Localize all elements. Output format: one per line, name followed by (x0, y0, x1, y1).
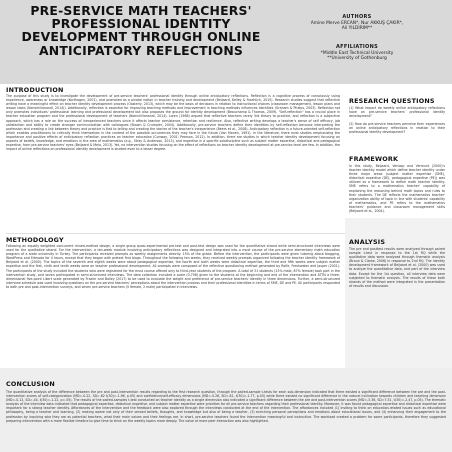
methodology-heading: METHODOLOGY (6, 236, 64, 244)
research-question-2: (2) How do pre-service teachers perceive their experiences on online anticipatory reflections in relation to their professional identity development? (349, 122, 445, 134)
authors-heading: AUTHORS (342, 14, 372, 20)
analysis-text: The pre and posttest results were analyzed through paired sample t-test in response to the 1st RQ while the qualitative data were analyzed through thematic analysis (Braun & Clarke, 2006) in response to 2nd RQ. The identity development framework of Beijaard et al. (2000) was used to analyze the quantitative data, and part of the interview data. Except for the 1st question, all interview data were subjected to thematic analysis. The results of these both strands of the method were integrated in the presentation of results and discussion. (349, 247, 445, 288)
author-line: Ali YILDIRIM** (341, 26, 373, 32)
methodology-text: Following an equally weighted concurrent mixed-method design, a single group quasi-experimental pre-test and post-test design was used for the quantitative strand while semi-structured interviews were used for the qualitative strand. For the intervention, a ten-week module involving anticipatory reflections was designed and integrated into a must course of the pre-service elementary math education program of a state university in Turkey. The participants received prompts as weekly assignments directly. 15% of the grade. Before the intervention, the participants were given tutoring about blogging, WordPress and Edmodo for 4 hours, except that they began with pretest first blogs. Throughout the following ten weeks, they received weekly prompts organized following the teacher identity framework of Beijaard et al. (2000). The topics of the seventh and eighth weeks were about pedagogical expertise, the fourth and sixth weeks were didactical expertise, the third and fifth weeks were subject matter expertise and the first, ninth and tenth weeks were on teacher professional development. All prompts were composed of the reflective questioning method generated by Rolfe, Freshwater and Jasper (2001). The participants of the study included the students who were registered for the must course offered only to third-year students of the program. A total of 31 students (13% male, 87% female) took part in the intervention study, and seven participated in semi-structured interviews. The data collection included a scale (0.798) given to the students at the beginning and end of the intervention and ATTN a three-dimensional five-point Likert scale generated by Frazier and Bailey (2017) to be used to evaluate the weight and preference of pre-service teachers' identity in three dimensions. Further, a semi-structured interview schedule was used involving questions on the pre-service teachers' perceptions about the intervention process and their professional identities in terms of SME, DE and PE. All participants responded to both pre and post-intervention surveys, and seven pre-service teachers (5 female, 2 male) participated in interviews. (6, 244, 340, 289)
affiliation-line: *Middle East Technical University (320, 51, 394, 56)
poster-header (0, 0, 452, 84)
affiliation-line: **University of Gothenburg (327, 56, 387, 62)
framework-text: In this study, Beijaard, Verloop and Vermunt (2000)'s teacher identity model which define teacher identity under three major areas (subject matter expertise (SME), didactical expertise (DE), pedagogical expertise (PE)) was utilized as a framework to define math teacher identity. SME refers to a mathematics teacher' capability of explaining the reasoning behind math topics and rules to their students. The DE reflects the mathematics teacher' organization ability of topic in line with students' capability of mathematics, and PE refers to the mathematics teachers' guidance and classroom management skills (Beijaard et al., 2004). (349, 164, 445, 214)
conclusion-text: The quantitative analysis of the difference between the pre and post-intervention results regarding to the first research question, through the paired-sample t-tests for each sub-dimension indicated that there existed a significant difference between the pre and the post-intervention scores of self-categorization (MD=-0.22, SD=.62 t(30)=-1.96, p.05) and confidence/self-efficacy dimensions (MD=-0.26, SD=.81, t(30)=-1.77, p.05) while there existed no significant difference in the natural inclination towards children and teaching dimension (MD=-0.12, SD=.44, t(30)=-1.22, p=.05). The results of the paired-samples t-test conducted on teacher identity as a single dimension also indicated a significant difference between the pre and post-intervention scores (MD=-3.36, SD=7.51, t(30)=-2.47, p.05). The thematic analysis of the interview data indicated that pedagogical expertise, didactical expertise, and subject matter expertise were priorities for all pre-service teachers regarding their professional identity. Moreover, it was found pedagogical expertise and didactical expertise were important for a strong teacher identity. Affordances of the intervention and the feedback were also explored through the interviews conducted at the end of the intervention. The affordances included (1) inviting to think on education-related issues such as educational philosophy, being a teacher and learning, (2) making aware not only of their sensed beliefs, thoughts, and knowledge but also of being a teacher, (3) enriching personal perceptions and emotions about educational issues, and (4) enhancing their engagement to the profession by inquiring who they are as potential teachers, what their main values and their feelings are. In short, pre-service teachers found the intervention meaningful and instructive. The workload created a problem for some participants, therefore they suggested preparing intervention with a more flexible timeline to give time to think on the weekly topics more deeply. The value of more peer interaction was also highlighted. (6, 390, 446, 423)
author-line: Amine Merve ERCAN*, Nur AKKUŞ ÇAKIR*, (310, 21, 404, 26)
framework-heading: FRAMEWORK (349, 155, 399, 163)
research-question-1: (1) What impact do weekly online anticipatory reflections have on pre-service teachers' professional identity development? (349, 106, 445, 118)
research-questions-heading: RESEARCH QUESTIONS (349, 97, 435, 105)
analysis-heading: ANALYSIS (349, 238, 386, 246)
authors-list (282, 21, 432, 32)
affiliations-list (282, 51, 432, 62)
introduction-heading: INTRODUCTION (6, 86, 64, 94)
affiliations-heading: AFFILIATIONS (336, 44, 378, 50)
poster-title: PRE-SERVICE MATH TEACHERS' PROFESSIONAL IDENTITY DEVELOPMENT THROUGH ONLINE ANTICIPATORY REFLECTIONS (21, 3, 261, 58)
conclusion-heading: CONCLUSION (6, 380, 55, 388)
introduction-text: The purpose of this study is to investigate the development of pre-service teachers' professional identity through online anticipatory reflections. Reflection is a cognitive process of consciously using experience, awareness or knowledge (Korthagen, 2001), and promoted as a pivotal notion in teacher training and development (Beijaard, Kelley & Froehlich, 2015). Research studies suggest that reflective writing have a meaningful effect on teacher identity development process (Oosterly, 2013), which may be the basis of decisions in relation to instructional choices (classroom management, lesson plans and lesson tasks (Nomchillanandi, 2014)). Additionally, reflection is essential for improving teaching methods and improvement in teaching methods influences identities (Graham & Phelps, 2003). Reflection not only promotes individuals' professional learning and professional development but also proposes the ground for identity development (Beauchamp & Thomas, 2009). "Self-reflection" has a crucial place in teacher education program and the professional development of teachers (Nomchillanandi, 2014). Loren (1988) argued that reflective teachers rarely link theory to practice, and reflection is a subjective approach, which has a role on the success of inexperienced teachers since it affects teacher persistence, retention and resilience. Also, reflective writing develops a teacher's sense of self efficacy, job satisfaction and ability to create stronger communication with colleagues (Brown & Crumpler, 2004). Additionally, pre-service teachers define their identities by self-reflection because interpreting the profession and creating a link between theory and practice is tied to telling and creating the stories of the teacher's inexperience (Beers et al., 2008). Anticipatory reflection is a future-oriented self-reflection which enables practitioners to critically think themselves in the context of the possible occurrences they may face in the future (Van Manen, 1991). In the literature, there exist studies emphasizing the importance and positive effects of anticipatory reflection practices on teacher education (Conway, 2001; Pearson, 2012). In addition, there are studies in which teacher identity development focusing on aspects of beliefs, knowledge, and emotions in the area of mathematics (e.g., Stray & Anderson, 2013), and expertise in a specific subdiscipline such as subject matter expertise, didactical and pedagogical expertise, from pre-service teachers' eyes (Beijaard & Melo, 2013). Yet, no intervention studies focusing on the effect of reflections on teacher identity development at pre-service level are few. In addition, the impact of online reflections on professional identity development is studied even to a lesser degree. (6, 94, 340, 152)
